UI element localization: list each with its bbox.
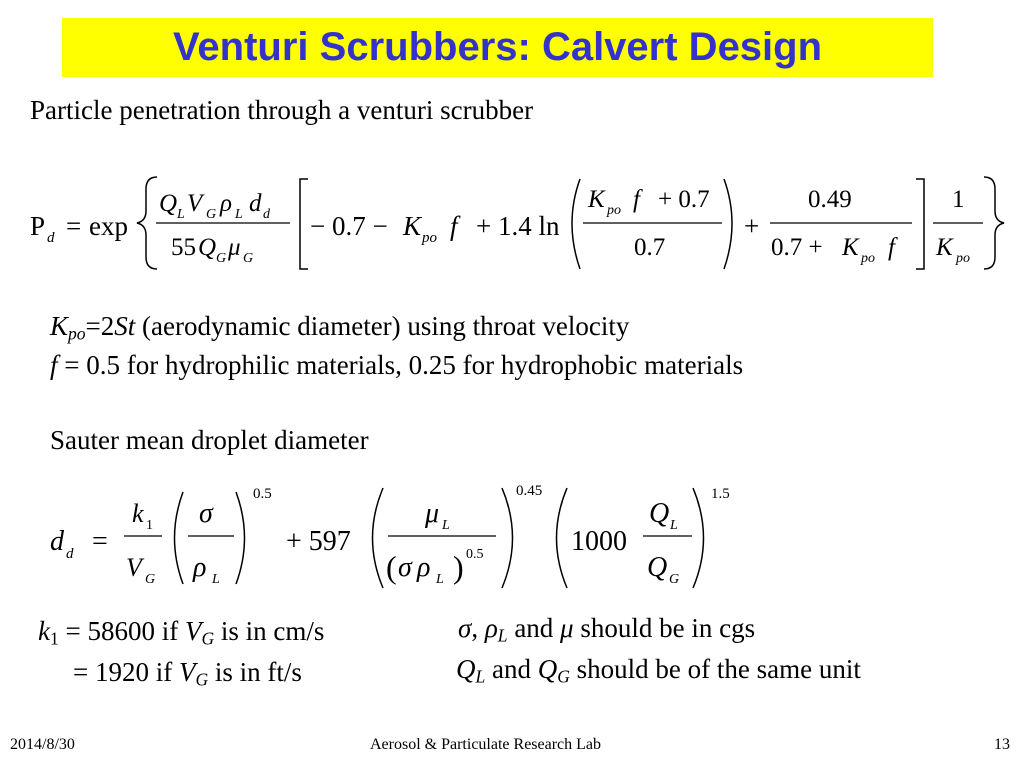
note-sigma: σ bbox=[458, 613, 472, 643]
eq1-d: d bbox=[249, 190, 262, 217]
eq2-1000: 1000 bbox=[571, 526, 627, 557]
f-sym: f bbox=[50, 350, 58, 380]
heading-penetration: Particle penetration through a venturi scrubber bbox=[30, 95, 534, 125]
eq2-rho2: ρ bbox=[417, 552, 431, 583]
note-k1-post: is in cm/s bbox=[214, 616, 325, 646]
eq1-K: K bbox=[403, 211, 422, 241]
eq1-one: 1 bbox=[952, 186, 965, 213]
eq1-55: 55 bbox=[171, 234, 196, 261]
note-QL-sub: L bbox=[475, 666, 486, 687]
f-rest: = 0.5 for hydrophilic materials, 0.25 for hydrophobic materials bbox=[57, 350, 744, 380]
eq2-paren2-right bbox=[502, 488, 513, 588]
eq2-d-sub: d bbox=[66, 546, 74, 562]
eq2-exp05: 0.5 bbox=[253, 486, 272, 502]
f-definition bbox=[50, 352, 743, 379]
eq2-V: V bbox=[126, 553, 142, 582]
heading-sauter: Sauter mean droplet diameter bbox=[50, 425, 369, 455]
eq2-k: k bbox=[132, 499, 144, 528]
note-k1-pre: = 58600 if bbox=[58, 616, 185, 646]
eq2-QG-sub: G bbox=[669, 572, 680, 587]
eq1-07-den: 0.7 bbox=[634, 234, 666, 261]
eq2-rho2-sub: L bbox=[436, 572, 444, 587]
note-V2: V bbox=[178, 657, 196, 687]
eq1-right-paren bbox=[724, 179, 732, 269]
kpo-St: St bbox=[114, 311, 136, 341]
eq1-left-paren bbox=[572, 179, 580, 269]
eq2-inner-lp: ( bbox=[386, 549, 397, 585]
note-V: V bbox=[184, 616, 202, 646]
svg-text:P bbox=[30, 211, 45, 241]
note-QG-sub: G bbox=[557, 666, 570, 687]
eq2-k-sub: 1 bbox=[146, 518, 153, 533]
footer-page-number: 13 bbox=[994, 736, 1010, 753]
eq1-VG-sub: G bbox=[206, 207, 217, 222]
eq2-QL-sub: L bbox=[670, 518, 678, 533]
note-V-sub: G bbox=[201, 628, 215, 649]
kpo-eq2: =2 bbox=[85, 311, 115, 341]
note-and1: and bbox=[507, 613, 561, 643]
eq1-rhoL-sub: L bbox=[235, 207, 243, 222]
note-k2-pre: = 1920 if bbox=[73, 657, 179, 687]
eq1-equals: = bbox=[66, 211, 82, 241]
eq2-d: d bbox=[50, 526, 64, 557]
eq1-K3: K bbox=[842, 234, 859, 261]
eq1-f2: f bbox=[633, 186, 640, 213]
eq1-f: f bbox=[450, 211, 458, 241]
eq1-rho: ρ bbox=[220, 190, 232, 217]
right-curly-brace bbox=[984, 177, 1004, 269]
eq1-exp: exp bbox=[89, 211, 128, 241]
note-rho-sub: L bbox=[497, 625, 508, 646]
eq2-plus597: + 597 bbox=[286, 526, 351, 557]
eq1-K2-sub: po bbox=[607, 203, 621, 218]
eq2-inner-rp: ) bbox=[453, 549, 464, 585]
eq2-paren1-right bbox=[236, 492, 245, 584]
eq1-P-sub: d bbox=[47, 230, 55, 246]
footer-lab: Aerosol & Particulate Research Lab bbox=[370, 736, 602, 753]
note-mu: μ bbox=[560, 613, 574, 643]
eq1-plus07: + 0.7 bbox=[658, 186, 710, 213]
note-same-post: should be of the same unit bbox=[569, 654, 861, 684]
eq2-sigma2: σ bbox=[398, 552, 412, 583]
kpo-K: K bbox=[50, 311, 69, 341]
eq1-P: P bbox=[30, 211, 46, 241]
eq1-QG-sub: G bbox=[216, 251, 227, 266]
eq1-plus: + bbox=[744, 211, 760, 241]
left-square-bracket bbox=[300, 179, 308, 269]
eq1-f3: f bbox=[888, 234, 895, 261]
kpo-sub: po bbox=[68, 323, 86, 344]
eq1-K3-sub: po bbox=[861, 251, 875, 266]
eq1-mu: μ bbox=[228, 234, 241, 261]
note-comma: , bbox=[471, 613, 485, 643]
right-square-bracket bbox=[916, 179, 924, 269]
eq2-QG: Q bbox=[647, 552, 668, 583]
note-k: k bbox=[38, 616, 50, 646]
left-curly-brace bbox=[137, 177, 157, 269]
eq1-K-sub: po bbox=[422, 230, 437, 246]
note-and2: and bbox=[485, 654, 538, 684]
eq2-mu: μ bbox=[425, 498, 440, 529]
eq1-V: V bbox=[187, 190, 203, 217]
eq1-K4-sub: po bbox=[956, 251, 970, 266]
eq2-V-sub: G bbox=[145, 572, 156, 587]
eq1-07plus: 0.7 + bbox=[771, 234, 823, 261]
eq1-dd-sub: d bbox=[263, 207, 270, 222]
penetration-equation bbox=[0, 165, 1024, 280]
eq2-rho: ρ bbox=[193, 552, 207, 583]
eq1-muG-sub: G bbox=[243, 251, 254, 266]
note-k-sub: 1 bbox=[49, 628, 59, 649]
slide-title: Venturi Scrubbers: Calvert Design bbox=[172, 25, 823, 69]
eq1-Q2: Q bbox=[198, 234, 217, 261]
eq2-exp15: 1.5 bbox=[711, 486, 730, 502]
eq1-K4: K bbox=[936, 234, 953, 261]
eq2-equals: = bbox=[92, 526, 108, 557]
note-cgs-post: should be in cgs bbox=[573, 613, 756, 643]
title-banner bbox=[62, 18, 933, 77]
eq2-paren2-left bbox=[373, 488, 384, 588]
note-QL: Q bbox=[456, 654, 476, 684]
eq1-minus07: − 0.7 − bbox=[310, 211, 388, 241]
eq2-paren3-left bbox=[557, 488, 568, 588]
note-V2-sub: G bbox=[195, 669, 209, 690]
eq1-Q: Q bbox=[159, 190, 178, 217]
eq2-inner-exp05: 0.5 bbox=[466, 547, 484, 562]
note-k2-post: is in ft/s bbox=[208, 657, 302, 687]
eq2-exp045: 0.45 bbox=[516, 483, 543, 499]
eq2-sigma: σ bbox=[199, 498, 213, 529]
footer-date: 2014/8/30 bbox=[10, 736, 75, 753]
eq1-QL-sub: L bbox=[177, 207, 185, 222]
sauter-equation bbox=[0, 478, 1024, 596]
eq2-paren1-left bbox=[175, 492, 184, 584]
note-k1-fts bbox=[73, 659, 302, 689]
kpo-rest: (aerodynamic diameter) using throat velocity bbox=[135, 311, 630, 341]
eq2-paren3-right bbox=[693, 488, 704, 588]
eq2-mu-sub: L bbox=[442, 518, 450, 533]
eq1-plus14ln: + 1.4 ln bbox=[476, 211, 560, 241]
eq2-rho-sub: L bbox=[212, 572, 220, 587]
kpo-definition bbox=[50, 313, 629, 343]
note-k1-cms bbox=[38, 618, 324, 648]
note-cgs bbox=[458, 615, 755, 645]
note-rho: ρ bbox=[484, 613, 498, 643]
eq1-K2: K bbox=[588, 186, 605, 213]
eq1-049: 0.49 bbox=[808, 186, 852, 213]
eq2-QL: Q bbox=[649, 498, 670, 529]
note-QG: Q bbox=[537, 654, 558, 684]
note-same-unit bbox=[456, 656, 861, 686]
